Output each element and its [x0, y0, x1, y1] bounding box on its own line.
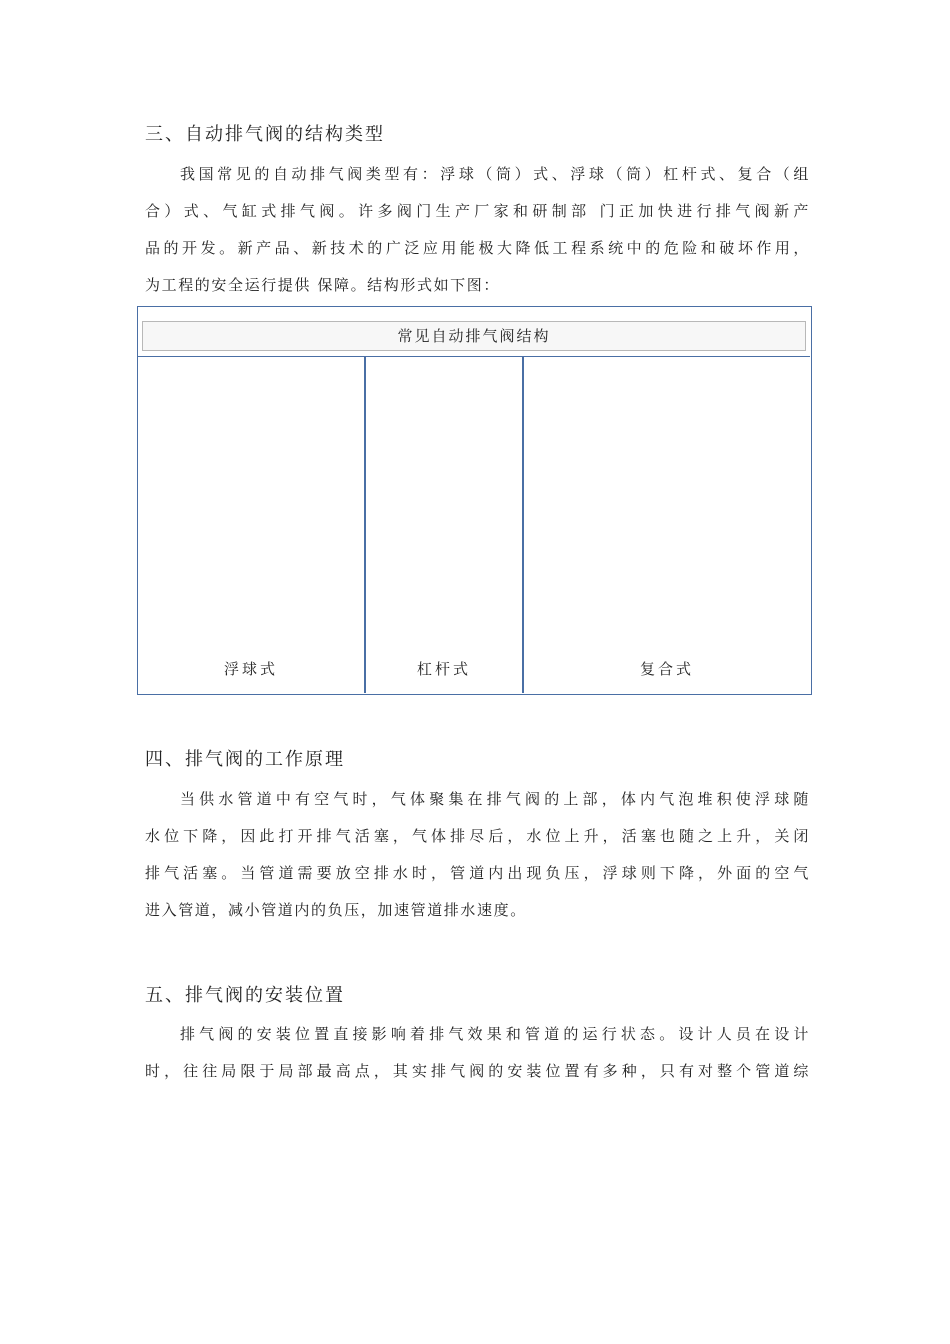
paragraph-line: 为工程的安全运行提供 保障。结构形式如下图：: [145, 276, 500, 294]
paragraph-line: 进入管道，减小管道内的负压，加速管道排水速度。: [145, 901, 527, 919]
valve-structure-figure: [137, 306, 812, 695]
section-4-heading: 四、排气阀的工作原理: [145, 749, 345, 770]
paragraph-line: 时，往往局限于局部最高点，其实排气阀的安装位置有多种，只有对整个管道综: [145, 1062, 810, 1080]
figure-cell-float-ball: [138, 357, 366, 693]
section-3-heading: 三、自动排气阀的结构类型: [145, 124, 385, 145]
figure-caption-float-ball: 浮球式: [223, 660, 278, 678]
figure-cell-compound: [524, 357, 810, 693]
paragraph-line: 当供水管道中有空气时，气体聚集在排气阀的上部，体内气泡堆积使浮球随: [180, 790, 810, 808]
figure-caption-compound: 复合式: [639, 660, 694, 678]
figure-cell-lever: [366, 357, 524, 693]
paragraph-line: 水位下降，因此打开排气活塞，气体排尽后，水位上升，活塞也随之上升，关闭: [145, 827, 810, 845]
figure-title: 常见自动排气阀结构: [142, 321, 806, 351]
section-4-paragraph: [145, 781, 810, 929]
section-5-paragraph: [145, 1016, 810, 1090]
figure-title-row: [138, 307, 810, 357]
section-5-heading: 五、排气阀的安装位置: [145, 985, 345, 1006]
section-3-paragraph: [145, 156, 810, 304]
figure-caption-lever: 杠杆式: [416, 660, 471, 678]
paragraph-line: 我国常见的自动排气阀类型有：浮球（筒）式、浮球（筒）杠杆式、复合（组: [180, 165, 810, 183]
paragraph-line: 排气阀的安装位置直接影响着排气效果和管道的运行状态。设计人员在设计: [180, 1025, 810, 1043]
paragraph-line: 品的开发。新产品、新技术的广泛应用能极大降低工程系统中的危险和破坏作用，: [145, 239, 810, 257]
paragraph-line: 排气活塞。当管道需要放空排水时，管道内出现负压，浮球则下降，外面的空气: [145, 864, 810, 882]
paragraph-line: 合）式、气缸式排气阀。许多阀门生产厂家和研制部 门正加快进行排气阀新产: [145, 202, 810, 220]
